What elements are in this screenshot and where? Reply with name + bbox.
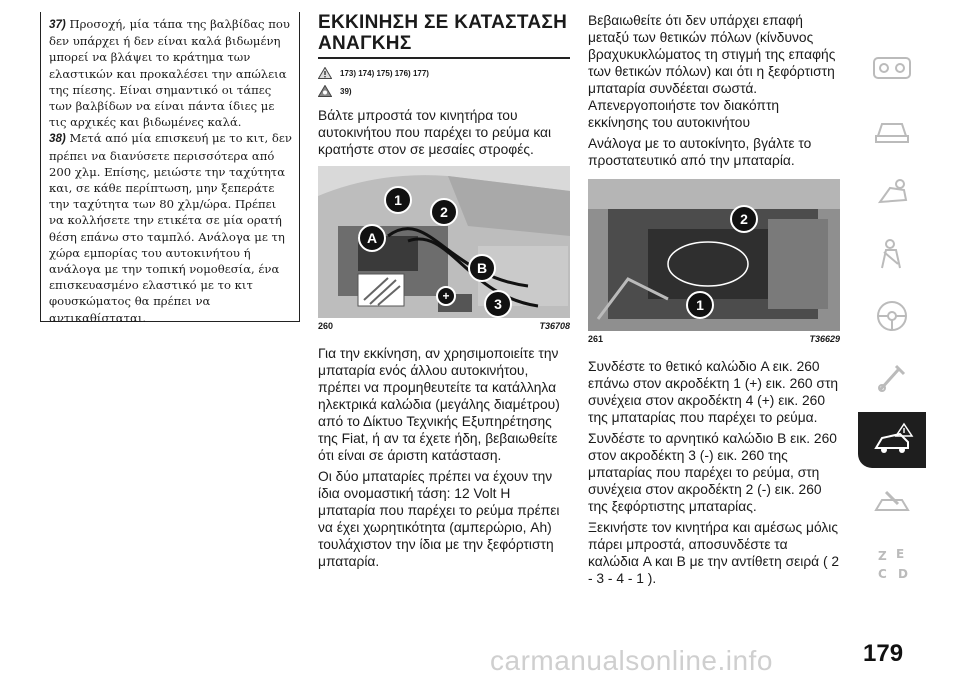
svg-text:D: D bbox=[898, 567, 908, 581]
battery-terminal-photo bbox=[588, 179, 840, 331]
callout-plus: + bbox=[436, 286, 456, 306]
figure-number: 261 bbox=[588, 334, 604, 344]
tab-key[interactable] bbox=[858, 164, 926, 220]
note-text: Προσοχή, μία τάπα της βαλβίδας που δεν υπάρχει ή δεν είναι καλά βιδωμένη μπορεί να βλάψει το κράτημα των ελαστικών και προκαλέσει την απώλεια της πίεσης. Είναι σημαντικό οι τάπες των βαλβίδων να είναι πάντα ίδιες με τις αρχικές και βιδωμένες καλά. bbox=[49, 17, 290, 130]
tab-tools[interactable] bbox=[858, 350, 926, 406]
callout-1: 1 bbox=[384, 186, 412, 214]
tab-safety[interactable] bbox=[858, 226, 926, 282]
car-front-icon bbox=[870, 110, 914, 150]
figure-261 bbox=[588, 179, 840, 344]
battery-illustration bbox=[588, 179, 840, 331]
tab-index[interactable] bbox=[858, 536, 926, 592]
tab-emergency[interactable] bbox=[858, 412, 926, 468]
callout-b: B bbox=[468, 254, 496, 282]
callout-1: 1 bbox=[686, 291, 714, 319]
car-dashboard-icon bbox=[870, 48, 914, 88]
figure-260 bbox=[318, 166, 570, 331]
seatbelt-person-icon bbox=[870, 234, 914, 274]
figure-number: 260 bbox=[318, 321, 334, 331]
car-service-icon bbox=[870, 482, 914, 522]
body-paragraph: Ξεκινήστε τον κινητήρα και αμέσως μόλις πάρει μπροστά, αποσυνδέστε τα καλώδια A και B με την αντίθετη σειρά ( 2 - 3 - 4 - 1 ). bbox=[588, 520, 840, 586]
figure-caption bbox=[588, 334, 840, 344]
warning-refs: 173) 174) 175) 176) 177) bbox=[340, 68, 429, 78]
car-emergency-icon bbox=[870, 420, 914, 460]
tab-car-front[interactable] bbox=[858, 102, 926, 158]
note-38 bbox=[49, 130, 293, 325]
svg-text:C: C bbox=[878, 567, 887, 581]
svg-text:Z: Z bbox=[878, 549, 887, 563]
callout-2: 2 bbox=[430, 198, 458, 226]
page-number: 179 bbox=[863, 640, 904, 667]
attention-triangle-icon bbox=[318, 85, 332, 97]
intro-text: Βάλτε μπροστά τον κινητήρα του αυτοκινήτου που παρέχει το ρεύμα και κρατήστε στον σε μεσαίες στροφές. bbox=[318, 108, 552, 157]
body-paragraph: Βεβαιωθείτε ότι δεν υπάρχει επαφή μεταξύ των θετικών πόλων (κίνδυνος βραχυκυκλώματος τη στιγμή της επαφής των θετικών πόλων) και ότι η ξεφόρτιστη μπαταρία συνδέεται σωστά. Απενεργοποιήστε τον διακόπτη εκκίνησης του αυτοκινήτου bbox=[588, 13, 836, 130]
body-paragraph: Για την εκκίνηση, αν χρησιμοποιείτε την μπαταρία ενός άλλου αυτοκινήτου, πρέπει να προμηθευτείτε τα κατάλληλα ηλεκτρικά καλώδια (μεγάλης διαμέτρου) από το Δίκτυο Τεχνικής Εξυπηρέτησης της Fiat, ή αν τα έχετε ήδη, βεβαιωθείτε ότι είναι σε άριστη κατάσταση. bbox=[318, 346, 560, 463]
middle-column bbox=[318, 12, 570, 570]
figure-code: T36708 bbox=[539, 321, 570, 331]
wrench-screwdriver-icon bbox=[870, 358, 914, 398]
steering-wheel-icon bbox=[870, 296, 914, 336]
warning-triangle-icon bbox=[318, 67, 332, 79]
body-paragraph: Συνδέστε το θετικό καλώδιο A εικ. 260 επάνω στον ακροδέκτη 1 (+) εικ. 260 στη συνέχεια στον ακροδέκτη 4 (+) εικ. 260 της μπαταρίας που παρέχει το ρεύμα. bbox=[588, 359, 839, 425]
chapter-tabs bbox=[858, 40, 926, 598]
engine-jumpstart-photo bbox=[318, 166, 570, 318]
watermark: carmanualsonline.info bbox=[490, 645, 773, 676]
callout-a: A bbox=[358, 224, 386, 252]
svg-text:E: E bbox=[896, 547, 905, 561]
alphabet-index-icon bbox=[870, 544, 914, 584]
figure-caption bbox=[318, 321, 570, 331]
tab-dashboard[interactable] bbox=[858, 40, 926, 96]
body-paragraph: Οι δύο μπαταρίες πρέπει να έχουν την ίδια ονομαστική τάση: 12 Volt Η μπαταρία που παρέχει το ρεύμα πρέπει να έχει χωρητικότητα (αμπερώριο, Ah) τουλάχιστον την ίδια με την ξεφόρτιστη μπαταρία. bbox=[318, 469, 560, 569]
body-paragraph: Συνδέστε το αρνητικό καλώδιο B εικ. 260 στον ακροδέκτη 3 (-) εικ. 260 της μπαταρίας που παρέχει το ρεύμα, στη συνέχεια στον ακροδέκτη 2 (-) εικ. 260 της ξεφόρτιστης μπαταρίας. bbox=[588, 431, 837, 514]
note-text: Μετά από μία επισκευή με το κιτ, δεν πρέπει να διανύσετε περισσότερα από 200 χλμ. Επίσης, μειώστε την ταχύτητα και, σε κάθε περίπτωση, μην ξεπεράτε την ταχύτητα των 80 χλμ/ώρα. Πρέπει να κολλήσετε την ετικέτα σε μία ορατή θέση επάνω στο ταμπλό. Ανάλογα με τη χώρα εμπορίας του αυτοκινήτου ή ανάλογα με την τοπική νομοθεσία, ένα επισκευασμένο ελαστικό με το κιτ φουσκώματος θα πρέπει να αντικαθίσταται. bbox=[49, 131, 292, 325]
callout-2: 2 bbox=[730, 205, 758, 233]
note-number: 37) bbox=[49, 18, 66, 31]
right-column bbox=[588, 12, 840, 587]
note-37 bbox=[49, 16, 293, 130]
section-title: ΕΚΚΙΝΗΣΗ ΣΕ ΚΑΤΑΣΤΑΣΗ ΑΝΑΓΚΗΣ bbox=[318, 12, 568, 54]
tab-driving[interactable] bbox=[858, 288, 926, 344]
warning-refs-2 bbox=[318, 85, 570, 97]
title-underline bbox=[318, 57, 570, 59]
tab-service[interactable] bbox=[858, 474, 926, 530]
notes-box bbox=[40, 12, 300, 325]
body-paragraph: Ανάλογα με το αυτοκίνητο, βγάλτε το προστατευτικό από την μπαταρία. bbox=[588, 136, 812, 168]
callout-3: 3 bbox=[484, 290, 512, 318]
figure-code: T36629 bbox=[809, 334, 840, 344]
car-key-icon bbox=[870, 172, 914, 212]
warning-refs-1 bbox=[318, 67, 570, 79]
note-number: 38) bbox=[49, 132, 66, 146]
warning-refs: 39) bbox=[340, 86, 352, 96]
